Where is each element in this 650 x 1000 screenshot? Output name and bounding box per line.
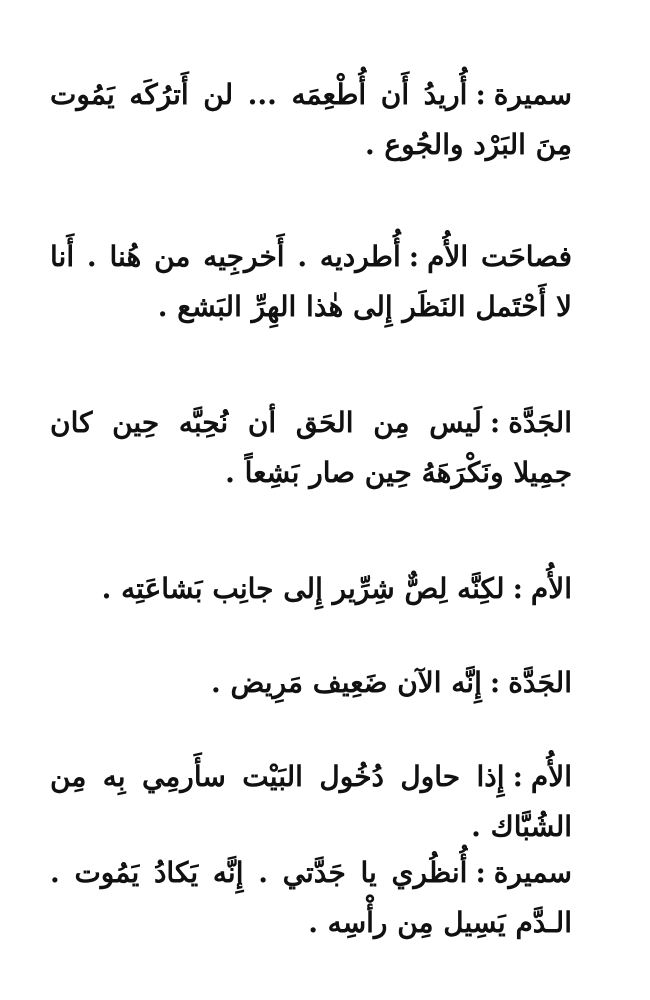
speaker-name: فصاحَت الأُم bbox=[427, 240, 572, 273]
dialogue-line: لَيس مِن الحَق أن نُحِبَّه حِين كان جمِيلا ونَكْرَهَهُ حِين صار بَشِعاً . bbox=[50, 406, 572, 489]
speaker-name: سميرة bbox=[493, 856, 572, 889]
dialogue-paragraph bbox=[50, 658, 572, 708]
dialogue-paragraph bbox=[50, 752, 572, 852]
dialogue-paragraph bbox=[50, 398, 572, 498]
separator: : bbox=[475, 856, 486, 889]
dialogue-line: أُنظُري يا جَدَّتي . إِنَّه يَكادُ يَمُوت . الـدَّم يَسِيل مِن رأْسِه . bbox=[50, 856, 572, 939]
separator: : bbox=[408, 240, 420, 273]
dialogue-line: إِنَّه الآن ضَعِيف مَرِيض . bbox=[210, 666, 482, 699]
separator: : bbox=[475, 78, 486, 111]
separator: : bbox=[512, 760, 523, 793]
separator: : bbox=[489, 666, 501, 699]
speaker-name: الجَدَّة bbox=[508, 666, 572, 699]
speaker-name: الأُم bbox=[530, 760, 572, 793]
separator: : bbox=[489, 406, 501, 439]
separator: : bbox=[512, 572, 523, 605]
dialogue-paragraph bbox=[50, 564, 572, 614]
speaker-name: الجَدَّة bbox=[508, 406, 572, 439]
dialogue-line: أُريدُ أَن أُطْعِمَه ... لن أَترُكَه يَمُوت مِنَ البَرْد والجُوع . bbox=[50, 78, 572, 161]
dialogue-line: لكِنَّه لِصٌّ شِرِّير إِلى جانِب بَشاعَتِه . bbox=[101, 572, 505, 605]
dialogue-paragraph bbox=[50, 232, 572, 332]
dialogue-line: إِذا حاول دُخُول البَيْت سأَرمِي بِه مِن الشُبَّاك . bbox=[50, 760, 572, 843]
dialogue-paragraph bbox=[50, 848, 572, 948]
speaker-name: الأُم bbox=[530, 572, 572, 605]
dialogue-line: أُطرديه . أَخرجِيه من هُنا . أَنا لا أَحْتَمل النَظَر إِلى هٰذا الهِرِّ البَشع . bbox=[50, 240, 572, 323]
speaker-name: سميرة bbox=[493, 78, 572, 111]
dialogue-paragraph bbox=[50, 70, 572, 170]
